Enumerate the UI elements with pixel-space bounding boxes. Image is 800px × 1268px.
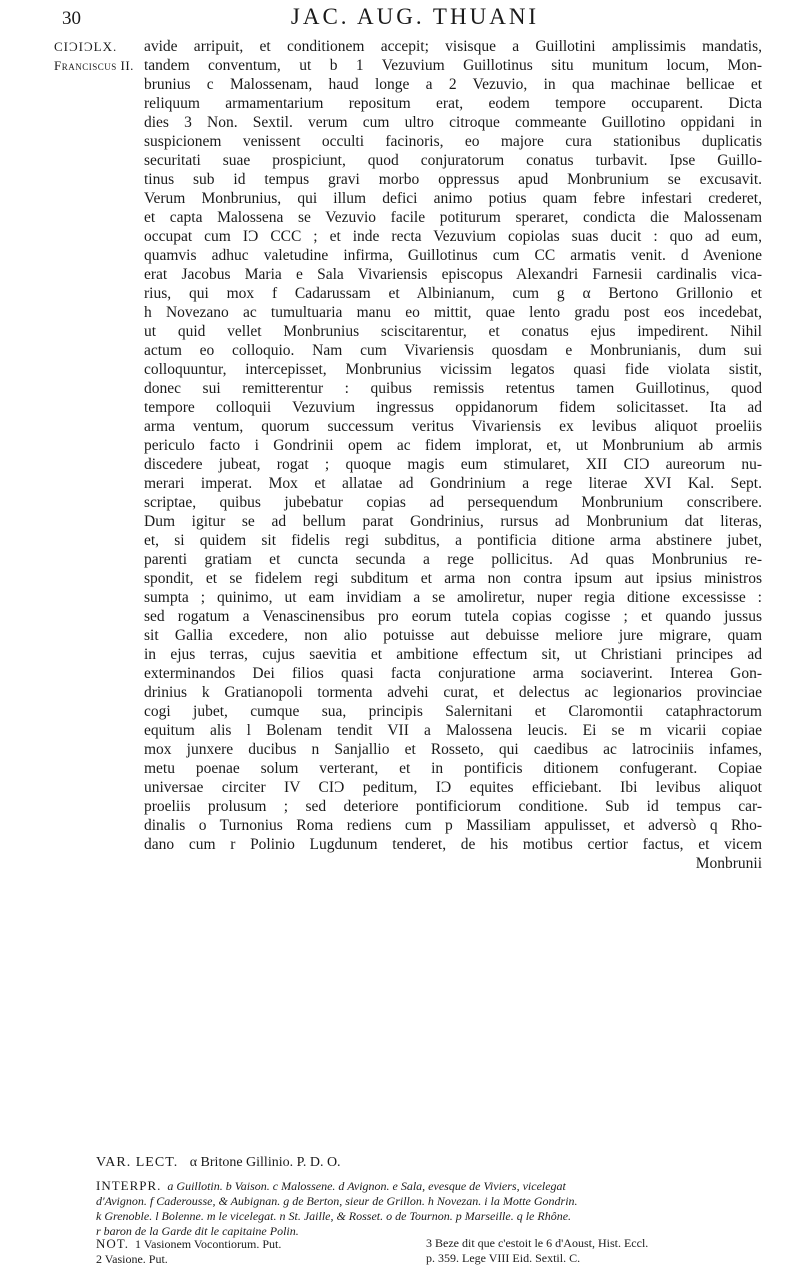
text-line: proeliis prolusum ; sed deteriore pontificiorum conditione. Sub id tempus car- xyxy=(144,798,762,815)
text-line: h Novezano ac tumultuaria manu eo mittit, quae lento gradu post eos incedebat, xyxy=(144,304,762,321)
text-line: reliquum armamentarium repositum erat, eodem tempore occuparent. Dicta xyxy=(144,95,762,112)
text-line: parenti gratiam et cuncta secunda a rege pollicitus. Ad quas Monbrunius re- xyxy=(144,551,762,568)
running-title: JAC. AUG. THUANI xyxy=(290,4,540,29)
variant-readings-text: α Britone Gillinio. P. D. O. xyxy=(189,1155,341,1170)
text-line: erat Jacobus Maria e Sala Vivariensis episcopus Alexandri Farnesii cardinalis vica- xyxy=(144,266,762,283)
interpretations-line: d'Avignon. f Caderousse, & Aubignan. g de Berton, sieur de Grillon. h Novezan. i la Motte Gondrin. xyxy=(96,1194,578,1208)
text-line: tempore colloquii Vezuvium ingressus oppidanorum fidem solicitasset. Ita ad xyxy=(144,399,762,416)
text-line: spondit, et se fidelem regi subditum et arma non contra ipsum aut ipsius ministros xyxy=(144,570,762,587)
text-line: dies 3 Non. Sextil. verum cum ultro citroque commeante Guillotino oppidani in xyxy=(144,114,762,131)
text-line: drinius k Gratianopoli tormenta advehi curat, et delectus ac legionarios provinciae xyxy=(144,684,762,701)
interpretations-line: k Grenoble. l Bolenne. m le vicelegat. n St. Jaille, & Rosset. o de Tournon. p Marseille. q le Rhône. xyxy=(96,1209,572,1223)
interpretations xyxy=(96,1178,762,1239)
text-line: equitum alis l Bolenam tendit VII a Malossena leucis. Ei se m vicarii copiae xyxy=(144,722,762,739)
text-line: in ejus terras, cujus saevitia et ambitione effectum sit, ut Christiani principes ad xyxy=(144,646,762,663)
interpretations-line: INTERPR. a Guillotin. b Vaison. c Malossene. d Avignon. e Sala, evesque de Viviers, vicelegat xyxy=(96,1178,566,1193)
text-line: sumpta ; quinimo, ut eam invidiam a se amoliretur, nuper regia ditione excessisse : xyxy=(144,589,762,606)
text-line: metu poenae solum verterant, et in pontificis ditionem confugerant. Copiae xyxy=(144,760,762,777)
text-line: occupat cum IƆ CCC ; et inde recta Vezuvium copiolas suas ducit : quo ad eum, xyxy=(144,228,762,245)
footnotes-left-column xyxy=(96,1236,416,1267)
text-line: tandem conventum, ut b 1 Vezuvium Guillotinus situ munitum locum, Mon- xyxy=(144,57,762,74)
text-line: suspicionem venissent occulti facinoris, eo majore cura stationibus duplicatis xyxy=(144,133,762,150)
text-line: quamvis adhuc valetudine infirma, Guillotinus cum CC armatis venit. d Avenione xyxy=(144,247,762,264)
text-line: brunius c Malossenam, haud longe a 2 Vezuvio, in qua machinae bellicae et xyxy=(144,76,762,93)
margin-notes xyxy=(54,37,144,75)
text-line: colloquuntur, intercepisset, Monbrunius vicissim legatos quasi fide violata sistit, xyxy=(144,361,762,378)
text-line: rius, qui mox f Cadarussam et Albinianum, cum g α Bertono Grillonio et xyxy=(144,285,762,302)
text-line: cogi jubet, cumque sua, principis Salernitani et Claromontii cataphractorum xyxy=(144,703,762,720)
margin-year: CIƆIƆLX. xyxy=(54,39,118,54)
footnotes-label: NOT. xyxy=(96,1236,130,1251)
text-line: actum eo colloquio. Nam cum Vivariensis quosdam e Monbrunianis, dum sui xyxy=(144,342,762,359)
text-line: Verum Monbrunius, qui illum defici animo potius quam febre infestari crederet, xyxy=(144,190,762,207)
text-line: tinus sub id tempus gravi morbo oppressus apud Monbrunium se excusavit. xyxy=(144,171,762,188)
text-line: arma ventum, quorum successum veritus Vivariensis ex levibus aliquot proeliis xyxy=(144,418,762,435)
footnote-line: 3 Beze dit que c'estoit le 6 d'Aoust, Hist. Eccl. xyxy=(426,1236,649,1250)
main-text-block xyxy=(144,37,762,873)
text-line: et, si quidem sit fidelis regi subditus, a pontificia ditione arma abstinere jubet, xyxy=(144,532,762,549)
footnote-line: 2 Vasione. Put. xyxy=(96,1252,168,1266)
footnote-line: NOT. 1 Vasionem Vocontiorum. Put. xyxy=(96,1236,282,1251)
text-line: securitati suae prospiciunt, quod conjuratorum conatus turbavit. Ipse Guillo- xyxy=(144,152,762,169)
text-line: dano cum r Polinio Lugdunum tenderet, de his motibus certior factus, et vicem xyxy=(144,836,762,853)
text-line: merari imperat. Mox et allatae ad Gondrinium a rege literae XVI Kal. Sept. xyxy=(144,475,762,492)
variant-readings-label: VAR. LECT. xyxy=(96,1155,179,1170)
footnote-line: p. 359. Lege VIII Eid. Sextil. C. xyxy=(426,1251,581,1265)
page-number: 30 xyxy=(62,8,81,29)
variant-readings xyxy=(96,1155,762,1170)
text-line: dinalis o Turnonius Roma rediens cum p Massiliam appulisset, et adversò q Rho- xyxy=(144,817,762,834)
text-line: avide arripuit, et conditionem accepit; visisque a Guillotini amplissimis mandatis, xyxy=(144,38,762,55)
text-line: sed rogatum a Venascinensibus pro eorum tutela copias cogisse ; et quando jussus xyxy=(144,608,762,625)
text-line: et capta Malossena se Vezuvio facile potiturum speraret, condicta die Malossenam xyxy=(144,209,762,226)
text-line: scriptae, quibus jubebatur copias ad persequendum Monbrunium conscribere. xyxy=(144,494,762,511)
text-line: donec sui remitterentur : quibus remissis retentus tamen Guillotinus, quod xyxy=(144,380,762,397)
page-header xyxy=(62,4,760,34)
text-line: discedere jubeat, rogat ; quoque magis eum stimularet, XII CIƆ aureorum nu- xyxy=(144,456,762,473)
footnotes-right-column xyxy=(426,1236,762,1266)
margin-king: Franciscus II. xyxy=(54,58,134,73)
text-line: exterminandos Dei filios quasi facta conjuratione arma sociaverint. Interea Gon- xyxy=(144,665,762,682)
text-line: periculo facto i Gondrinii opem ac fidem implorat, et, ut Monbrunium ab armis xyxy=(144,437,762,454)
text-line: sit Gallia excedere, non alio potuisse aut debuisse meliore jure migrare, quam xyxy=(144,627,762,644)
text-line: Monbrunii xyxy=(695,855,762,872)
text-line: ut quid vellet Monbrunius sciscitarentur, et conatus ejus impedirent. Nihil xyxy=(144,323,762,340)
text-line: universae circiter IV CIƆ peditum, IƆ equites efficiebant. Ibi levibus aliquot xyxy=(144,779,762,796)
interpretations-label: INTERPR. xyxy=(96,1178,162,1193)
interpretations-line: r baron de la Garde dit le capitaine Polin. xyxy=(96,1224,299,1238)
text-line: Dum igitur se ad bellum parat Gondrinius, rursus ad Monbrunium dat literas, xyxy=(144,513,762,530)
text-line: mox junxere ducibus n Sanjallio et Rosseto, qui caedibus ac latrociniis infames, xyxy=(144,741,762,758)
